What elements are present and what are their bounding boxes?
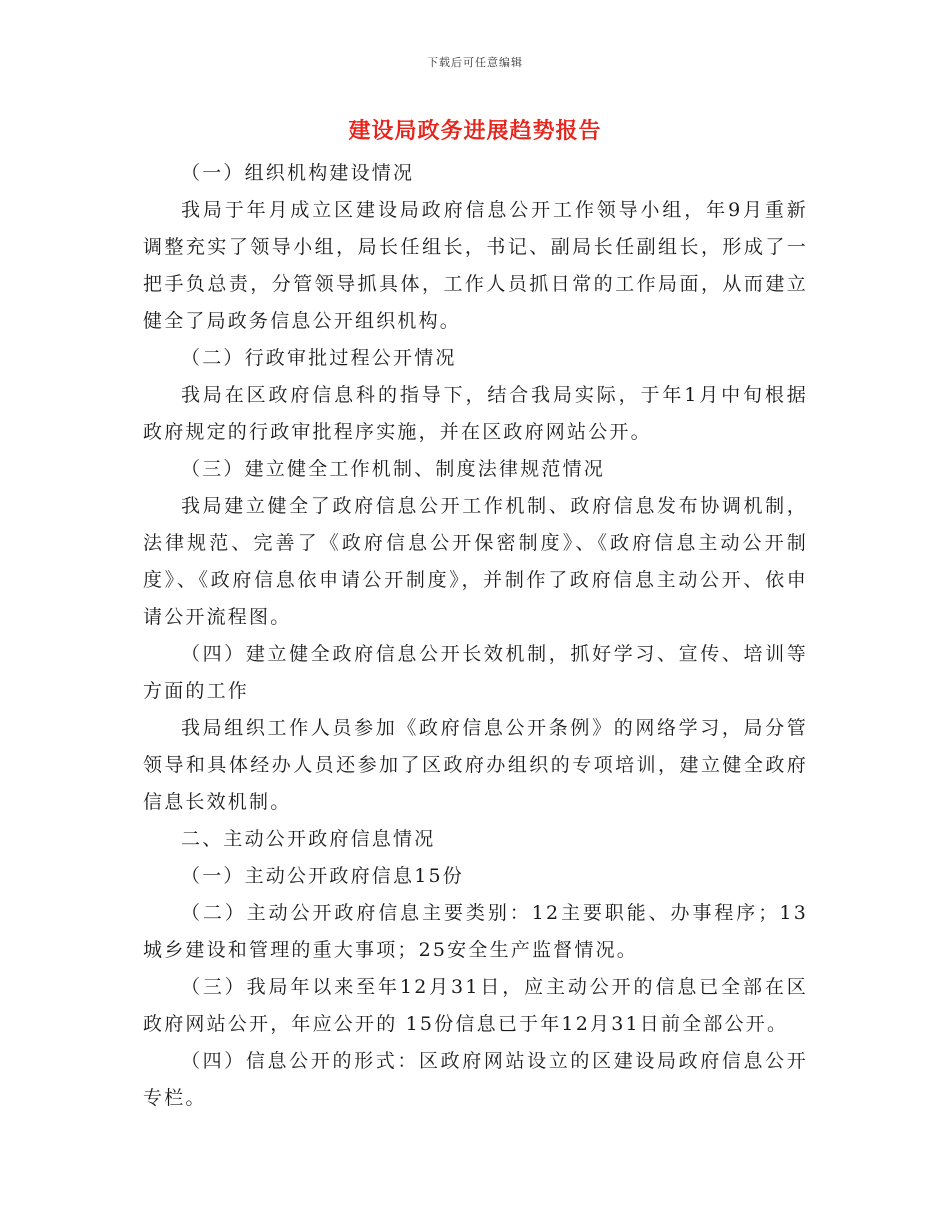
section-heading: （三）建立健全工作机制、制度法律规范情况	[181, 458, 606, 480]
body-paragraph: 我局在区政府信息科的指导下，结合我局实际，于年1月中旬根据政府规定的行政审批程序实施，并在区政府网站公开。	[143, 384, 808, 443]
body-paragraph: 我局组织工作人员参加《政府信息公开条例》的网络学习，局分管领导和具体经办人员还参加了区政府办组织的专项培训，建立健全政府信息长效机制。	[143, 717, 808, 813]
section-heading: （一）组织机构建设情况	[181, 162, 415, 184]
body-paragraph: 我局建立健全了政府信息公开工作机制、政府信息发布协调机制，法律规范、完善了《政府信息公开保密制度》、《政府信息主动公开制度》、《政府信息依申请公开制度》，并制作了政府信息主动公开、依申请公开流程图。	[143, 495, 808, 628]
body-paragraph: （四）信息公开的形式：区政府网站设立的区建设局政府信息公开专栏。	[143, 1050, 808, 1109]
chapter-heading: 二、主动公开政府信息情况	[181, 828, 436, 850]
body-paragraph: （二）主动公开政府信息主要类别：12主要职能、办事程序；13城乡建设和管理的重大事项；25安全生产监督情况。	[143, 902, 808, 961]
body-paragraph: （一）主动公开政府信息15份	[181, 865, 464, 887]
document-title: 建设局政务进展趋势报告	[348, 118, 602, 144]
header-note: 下载后可任意编辑	[427, 56, 523, 69]
section-heading: （二）行政审批过程公开情况	[181, 347, 457, 369]
body-paragraph: （三）我局年以来至年12月31日，应主动公开的信息已全部在区政府网站公开，年应公开的 15份信息已于年12月31日前全部公开。	[143, 976, 808, 1035]
document-body	[143, 155, 808, 1117]
section-heading: （四）建立健全政府信息公开长效机制，抓好学习、宣传、培训等方面的工作	[143, 643, 808, 702]
body-paragraph: 我局于年月成立区建设局政府信息公开工作领导小组，年9月重新调整充实了领导小组，局长任组长，书记、副局长任副组长，形成了一把手负总责，分管领导抓具体，工作人员抓日常的工作局面，从而建立健全了局政务信息公开组织机构。	[143, 199, 808, 332]
